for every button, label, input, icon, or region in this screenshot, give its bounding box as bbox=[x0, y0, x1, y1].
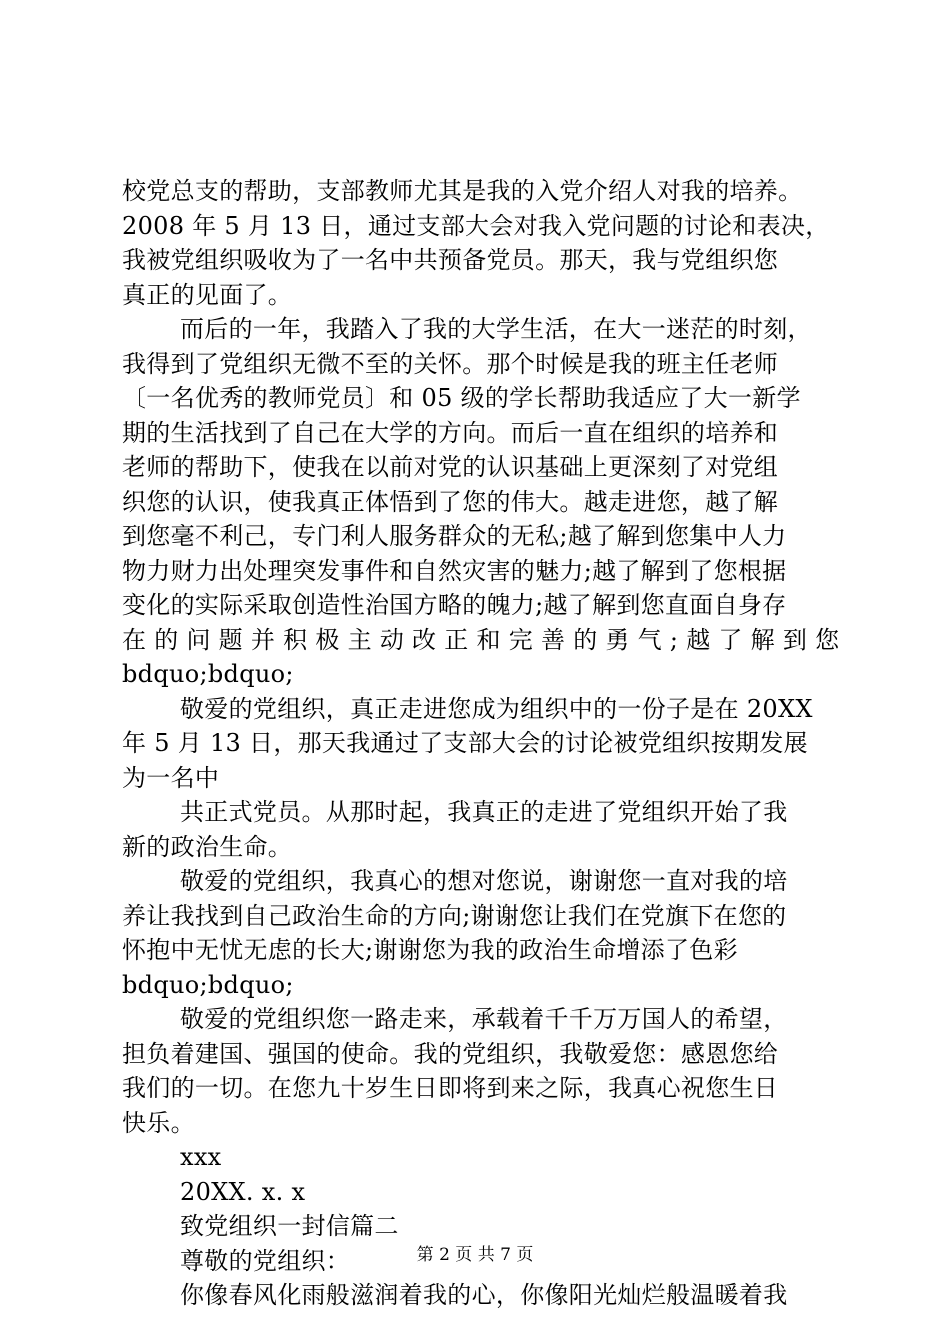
text-line: 20XX. x. x bbox=[180, 1177, 306, 1206]
text-line: 在 的 问 题 并 积 极 主 动 改 正 和 完 善 的 勇 气 ; 越 了 解 到 您 bbox=[122, 625, 840, 654]
text-line: 敬爱的党组织您一路走来，承载着千千万万国人的希望， bbox=[180, 1005, 788, 1033]
text-line: 敬爱的党组织，真正走进您成为组织中的一份子是在 20XX bbox=[180, 694, 813, 723]
text-line: 〔一名优秀的教师党员〕和 05 级的学长帮助我适应了大一新学 bbox=[122, 384, 801, 412]
text-line: 真正的见面了。 bbox=[122, 280, 293, 309]
text-line: 你像春风化雨般滋润着我的心，你像阳光灿烂般温暖着我 bbox=[180, 1281, 788, 1309]
text-line: 新的政治生命。 bbox=[122, 832, 293, 861]
text-line: 敬爱的党组织，我真心的想对您说，谢谢您一直对我的培 bbox=[180, 867, 788, 895]
document-body bbox=[122, 174, 840, 1313]
text-line: 而后的一年，我踏入了我的大学生活，在大一迷茫的时刻， bbox=[180, 315, 812, 343]
text-line: bdquo;bdquo; bbox=[122, 660, 294, 688]
text-line: 校党总支的帮助，支部教师尤其是我的入党介绍人对我的培养。 bbox=[122, 177, 803, 205]
text-line: 尊敬的党组织： bbox=[180, 1246, 351, 1275]
text-line: 老师的帮助下，使我在以前对党的认识基础上更深刻了对党组 bbox=[122, 453, 779, 481]
text-line: 共正式党员。从那时起，我真正的走进了党组织开始了我 bbox=[180, 798, 788, 826]
text-line: 致党组织一封信篇二 bbox=[180, 1212, 399, 1240]
text-line: 到您毫不利己，专门利人服务群众的无私;越了解到您集中人力 bbox=[122, 522, 787, 550]
text-line: 为一名中 bbox=[122, 763, 220, 792]
text-line: 怀抱中无忧无虑的长大;谢谢您为我的政治生命增添了色彩 bbox=[122, 936, 738, 964]
text-line: 变化的实际采取创造性治国方略的魄力;越了解到您直面自身存 bbox=[122, 591, 787, 619]
text-line: 期的生活找到了自己在大学的方向。而后一直在组织的培养和 bbox=[122, 418, 779, 447]
text-line: 养让我找到自己政治生命的方向;谢谢您让我们在党旗下在您的 bbox=[122, 901, 787, 930]
text-line: bdquo;bdquo; bbox=[122, 970, 294, 999]
text-line: 物力财力出处理突发事件和自然灾害的魅力;越了解到了您根据 bbox=[122, 556, 787, 585]
text-line: 我被党组织吸收为了一名中共预备党员。那天，我与党组织您 bbox=[122, 246, 779, 274]
text-line: 2008 年 5 月 13 日，通过支部大会对我入党问题的讨论和表决， bbox=[122, 211, 830, 240]
text-line: 年 5 月 13 日，那天我通过了支部大会的讨论被党组织按期发展 bbox=[122, 729, 808, 757]
page-footer: 第 2 页 共 7 页 bbox=[416, 1245, 534, 1265]
text-line: 我得到了党组织无微不至的关怀。那个时候是我的班主任老师 bbox=[122, 349, 779, 378]
text-line: 担负着建国、强国的使命。我的党组织，我敬爱您：感恩您给 bbox=[122, 1039, 779, 1068]
text-line: xxx bbox=[180, 1143, 222, 1171]
text-line: 快乐。 bbox=[122, 1108, 195, 1137]
text-line: 织您的认识，使我真正体悟到了您的伟大。越走进您，越了解 bbox=[122, 487, 779, 516]
text-line: 我们的一切。在您九十岁生日即将到来之际，我真心祝您生日 bbox=[122, 1074, 779, 1102]
